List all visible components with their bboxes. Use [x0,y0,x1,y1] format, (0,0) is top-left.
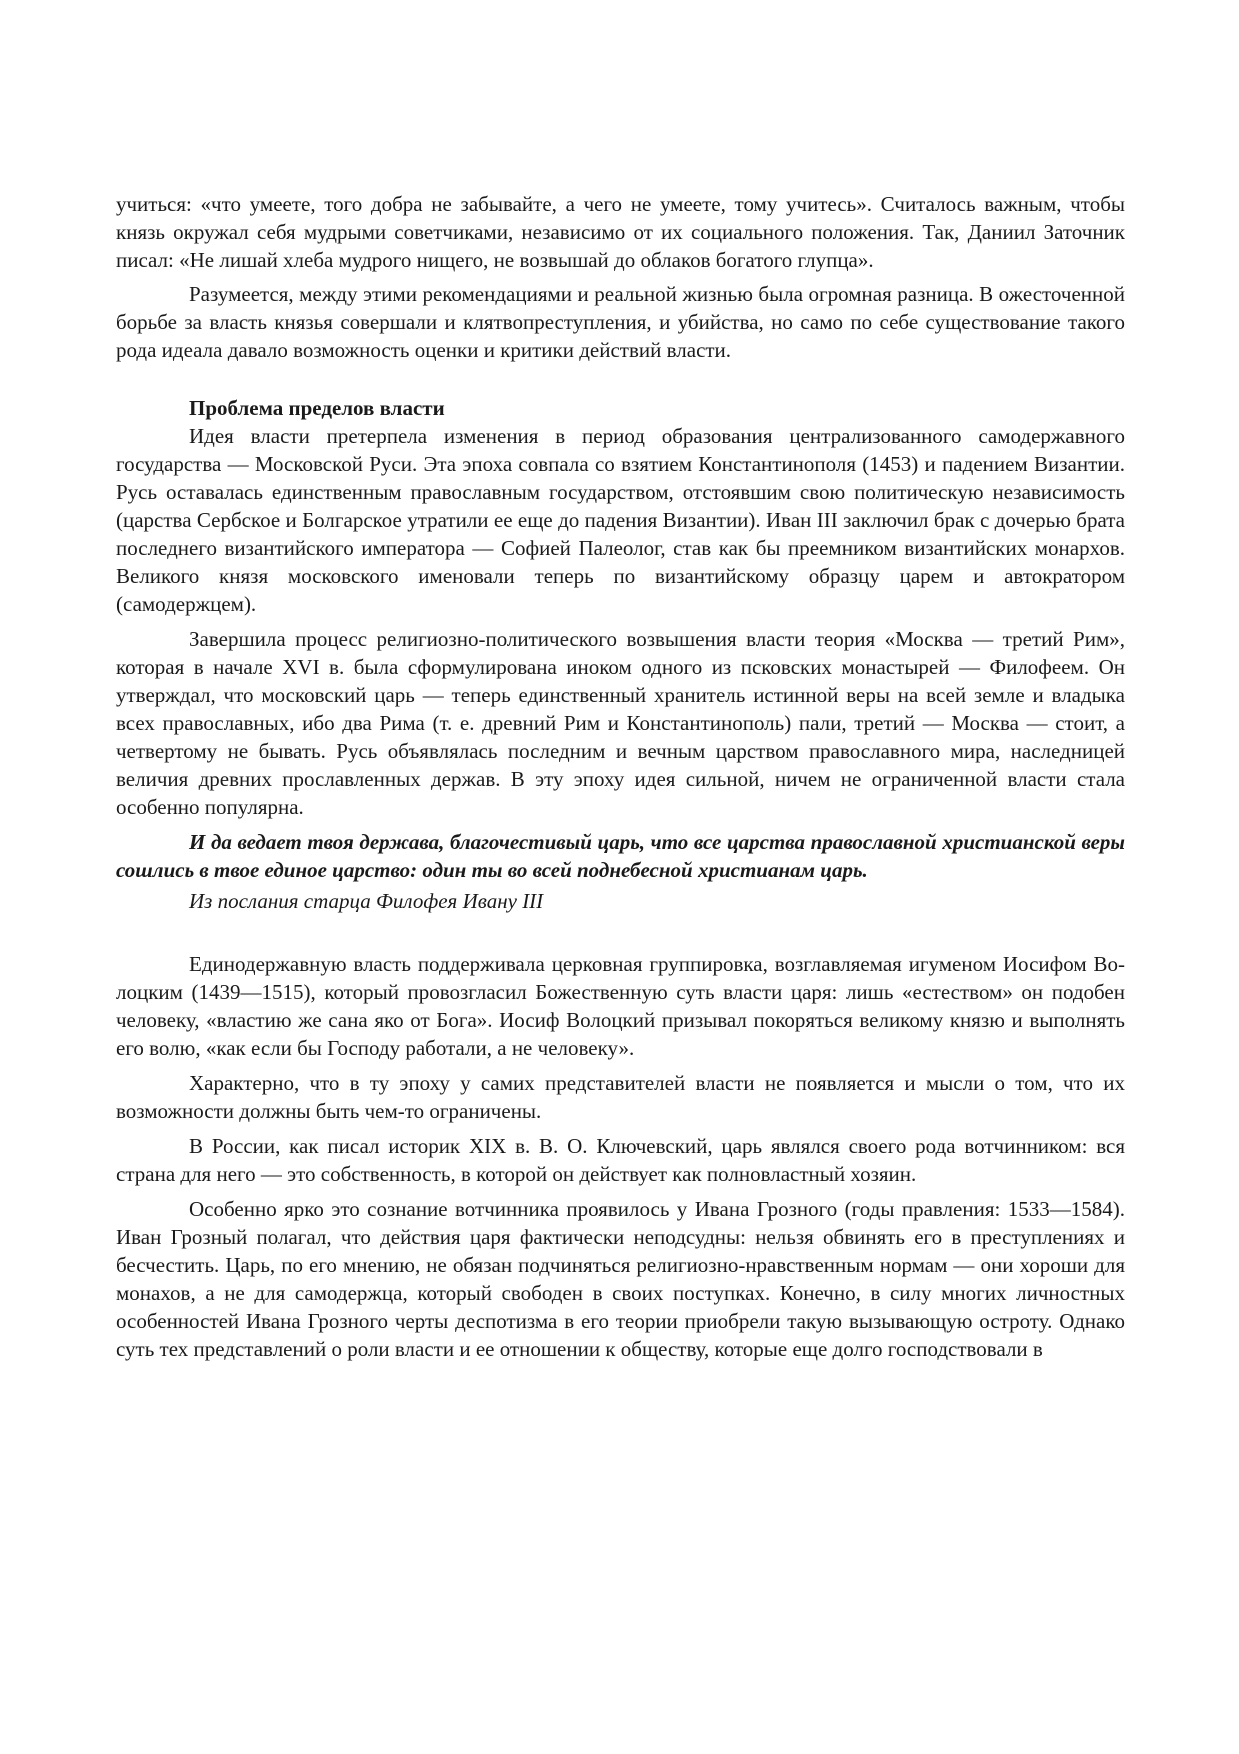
paragraph-moscow-rus: Идея власти претерпела изменения в период образования централизованного самодержавного государства — Московской Руси. Эта эпоха совпала со взятием Константинополя (1453) и падением Византии. Русь оставалась единственным православным государством, отстоявшим свою политическую независимость (царства Сербское и Болгарское утратили ее еще до падения Византии). Иван III заключил брак с дочерью брата последнего византийского императора — Софией Палеолог, став как бы преемником византийских монархов. Великого князя московского именовали теперь по византийскому образцу царем и автократором (самодержцем). [116,424,1125,616]
document-page [116,190,1125,1363]
section-heading: Проблема пределов власти [189,396,445,420]
quote-source: Из послания старца Филофея Ивану III [189,889,544,913]
paragraph-third-rome: Завершила процесс религиозно-политического возвышения власти теория «Москва — третий Рим», которая в начале XVI в. была сформулирована иноком одного из псковских монастырей — Филофеем. Он утверждал, что московский царь — теперь единственный хранитель истинной веры на всей земле и владыка всех православных, ибо два Рима (т. е. древний Рим и Константинополь) пали, третий — Москва — стоит, а четвертому не бывать. Русь объявлялась последним и вечным царством православного мира, наследницей величия древних прославленных держав. В эту эпоху идея сильной, ничем не ограниченной власти стала особенно популярна. [116,627,1125,819]
quote-filofey: И да ведает твоя держава, благочестивый царь, что все царства православной христианской веры сошлись в твое единое царство: один ты во всей поднебесной христианам царь. [116,830,1125,882]
paragraph-iosif-volotsky: Единодержавную власть поддерживала церковная группировка, возглавляемая игуменом Иосифом Во-лоцким (1439—1515), который провозгласил Божественную суть власти царя: лишь «естеством» он подобен человеку, «властию же сана яко от Бога». Иосиф Волоцкий призывал покоряться великому князю и выполнять его волю, «как если бы Господу работали, а не человеку». [116,952,1125,1060]
paragraph-no-limits: Характерно, что в ту эпоху у самих представителей власти не появляется и мысли о том, что их возможности должны быть чем-то ограничены. [116,1071,1125,1123]
paragraph-ideal-vs-reality: Разумеется, между этими рекомендациями и реальной жизнью была огромная разница. В ожесточенной борьбе за власть князья совершали и клятвопреступления, и убийства, но само по себе существование такого рода идеала давало возможность оценки и критики действий власти. [116,282,1125,362]
paragraph-ivan-grozny: Особенно ярко это сознание вотчинника проявилось у Ивана Грозного (годы правления: 1533—1584). Иван Грозный полагал, что действия царя фактически неподсудны: нельзя обвинять его в преступлениях и бесчестить. Царь, по его мнению, не обязан подчиняться религиозно-нравственным нормам — они хороши для монахов, а не для самодержца, который свободен в своих поступках. Конечно, в силу многих личностных особенностей Ивана Грозного черты деспотизма в его теории приобрели такую вызывающую остроту. Однако суть тех представлений о роли власти и ее отношении к обществу, которые еще долго господствовали в [116,1197,1125,1361]
paragraph-klyuchevsky: В России, как писал историк XIX в. В. О. Ключевский, царь являлся своего рода вотчинником: вся страна для него — это собственность, в которой он действует как полновластный хозяин. [116,1134,1125,1186]
paragraph-continuation: учиться: «что умеете, того добра не забывайте, а чего не умеете, тому учитесь». Считалось важным, чтобы князь окружал себя мудрыми советчиками, независимо от их социального положения. Так, Даниил Заточник писал: «Не лишай хлеба мудрого нищего, не возвышай до облаков богатого глупца». [116,192,1125,272]
